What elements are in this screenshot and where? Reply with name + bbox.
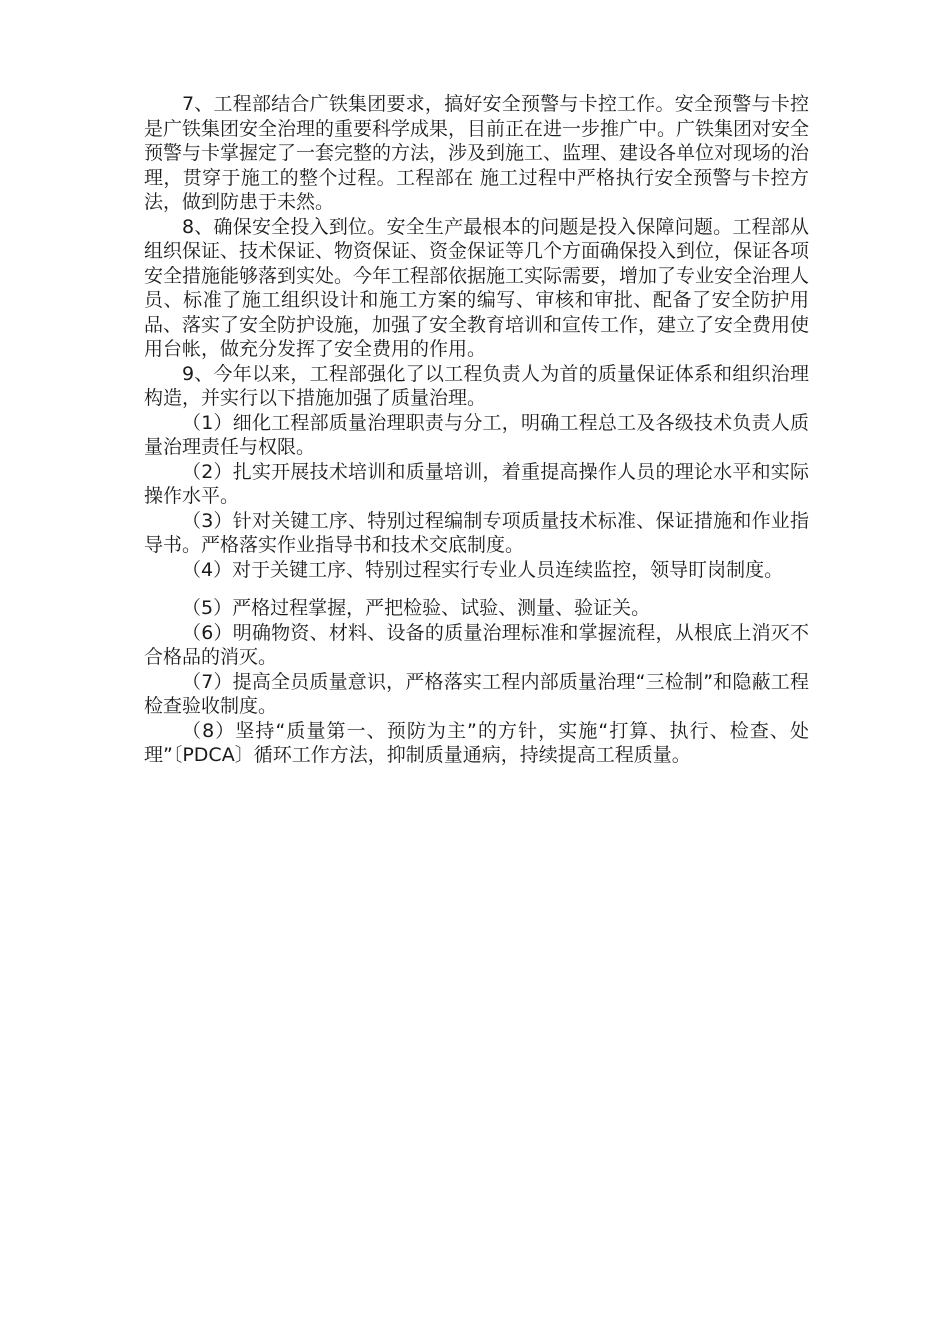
- paragraph-9-item-3: （3）针对关键工序、特别过程编制专项质量技术标准、保证措施和作业指导书。严格落实作业指导书和技术交底制度。: [144, 509, 809, 556]
- paragraph-7: 7、工程部结合广铁集团要求，搞好安全预警与卡控工作。安全预警与卡控是广铁集团安全治理的重要科学成果，目前正在进一步推广中。广铁集团对安全预警与卡掌握定了一套完整的方法，涉及到施工、监理、建设各单位对现场的治理，贯穿于施工的整个过程。工程部在 施工过程中严格执行安全预警与卡控方法，做到防患于未然。: [144, 93, 810, 213]
- paragraph-9-item-4: （4）对于关键工序、特别过程实行专业人员连续监控，领导盯岗制度。: [182, 558, 784, 581]
- paragraph-9: 9、今年以来，工程部强化了以工程负责人为首的质量保证体系和组织治理构造，并实行以下措施加强了质量治理。: [144, 362, 809, 409]
- paragraph-9-item-6: （6）明确物资、材料、设备的质量治理标准和掌握流程，从根底上消灭不合格品的消灭。: [144, 621, 809, 668]
- paragraph-9-item-8: （8）坚持“质量第一、预防为主”的方针，实施“打算、执行、检查、处理”〔PDCA〕循环工作方法，抑制质量通病，持续提高工程质量。: [144, 719, 809, 766]
- document-body: [144, 92, 809, 768]
- paragraph-9-item-7: （7）提高全员质量意识，严格落实工程内部质量治理“三检制”和隐蔽工程检查验收制度。: [144, 670, 809, 717]
- paragraph-8: 8、确保安全投入到位。安全生产最根本的问题是投入保障问题。工程部从组织保证、技术保证、物资保证、资金保证等几个方面确保投入到位，保证各项安全措施能够落到实处。今年工程部依据施工实际需要，增加了专业安全治理人员、标准了施工组织设计和施工方案的编写、审核和审批、配备了安全防护用品、落实了安全防护设施，加强了安全教育培训和宣传工作，建立了安全费用使用台帐，做充分发挥了安全费用的作用。: [144, 215, 810, 360]
- paragraph-9-item-2: （2）扎实开展技术培训和质量培训，着重提高操作人员的理论水平和实际操作水平。: [144, 460, 809, 507]
- paragraph-9-item-1: （1）细化工程部质量治理职责与分工，明确工程总工及各级技术负责人质量治理责任与权限。: [144, 411, 809, 458]
- paragraph-9-item-5: （5）严格过程掌握，严把检验、试验、测量、验证关。: [182, 597, 651, 619]
